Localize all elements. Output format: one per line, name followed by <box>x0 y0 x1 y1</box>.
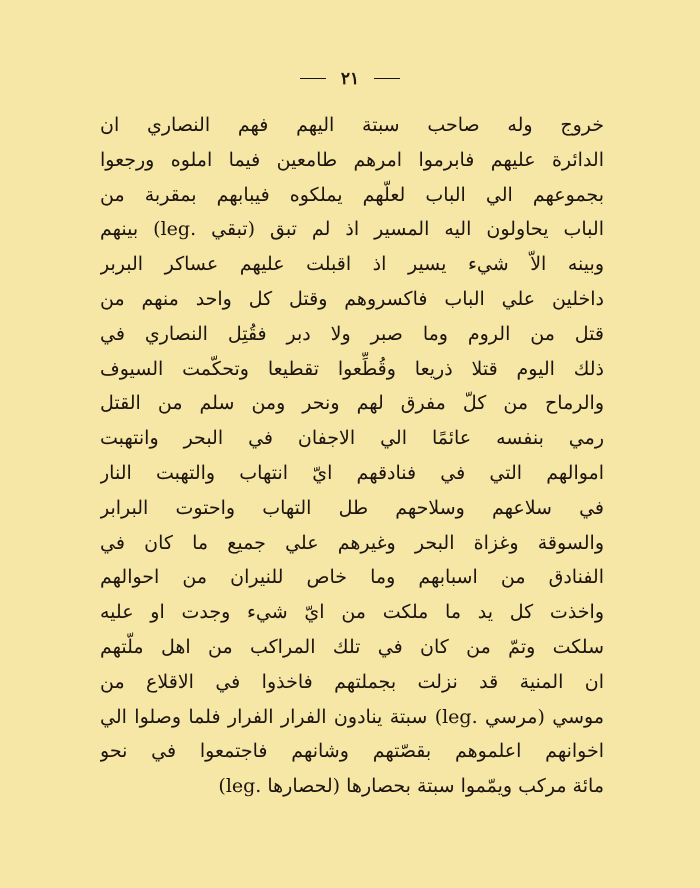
text-line: داخلين علي الباب فاكسروهم وقتل كل واحد منهم من <box>100 287 604 310</box>
text-line: اموالهم التي في فنادقهم ايّ انتهاب والتهبت النار <box>100 461 604 484</box>
text-line: في سلاعهم وسلاحهم طل التهاب واحتوت البرابر <box>100 496 604 519</box>
text-line: موسي (مرسي .leg) سبتة ينادون الفرار الفرار فلما وصلوا الي <box>100 705 604 728</box>
text-line-last: مائة مركب ويمّموا سبتة بحصارها (لحصارها .leg) <box>218 775 604 798</box>
text-line: سلكت وتمّ من كان في تلك المراكب من اهل ملّتهم <box>100 635 604 658</box>
text-line: الدائرة عليهم فابرموا امرهم طامعين فيما املوه ورجعوا <box>100 148 604 171</box>
text-line: رمي بنفسه عائمًا الي الاجفان في البحر وانتهبت <box>100 427 604 450</box>
header-dash-left <box>300 78 326 79</box>
text-line: والرماح من كلّ مفرق لهم ونحر ومن سلم من القتل <box>100 392 604 415</box>
text-line: بجموعهم الي الباب لعلّهم يملكوه فيبابهم بمقربة من <box>100 183 604 206</box>
text-line: والسوقة وغزاة البحر وغيرهم علي جميع ما كان في <box>100 531 604 554</box>
text-line: وبينه الاّ شيء يسير اذ اقبلت عليهم عساكر البربر <box>100 253 604 276</box>
page-header <box>0 68 700 89</box>
page-number: ٢١ <box>340 68 360 89</box>
text-line: واخذت كل يد ما ملكت من ايّ شيء وجدت او عليه <box>100 601 604 624</box>
body-text <box>100 108 604 804</box>
text-line: ان المنية قد نزلت بجملتهم فاخذوا في الاقلاع من <box>100 670 604 693</box>
text-line: اخوانهم اعلموهم بقصّتهم وشانهم فاجتمعوا في نحو <box>100 740 604 763</box>
header-dash-right <box>374 78 400 79</box>
text-line: خروج وله صاحب سبتة اليهم فهم النصاري ان <box>100 114 604 136</box>
text-line: الباب يحاولون اليه المسير اذ لم تبق (تبقي .leg) بينهم <box>100 218 604 241</box>
text-line: الفنادق من اسبابهم وما خاص للنيران من احوالهم <box>100 566 604 589</box>
text-line: ذلك اليوم قتلا ذريعا وقُطِّعوا تقطيعا وتحكّمت السيوف <box>100 357 604 380</box>
text-line: قتل من الروم وما صبر ولا دبر فقُتِل النصاري في <box>100 322 604 345</box>
